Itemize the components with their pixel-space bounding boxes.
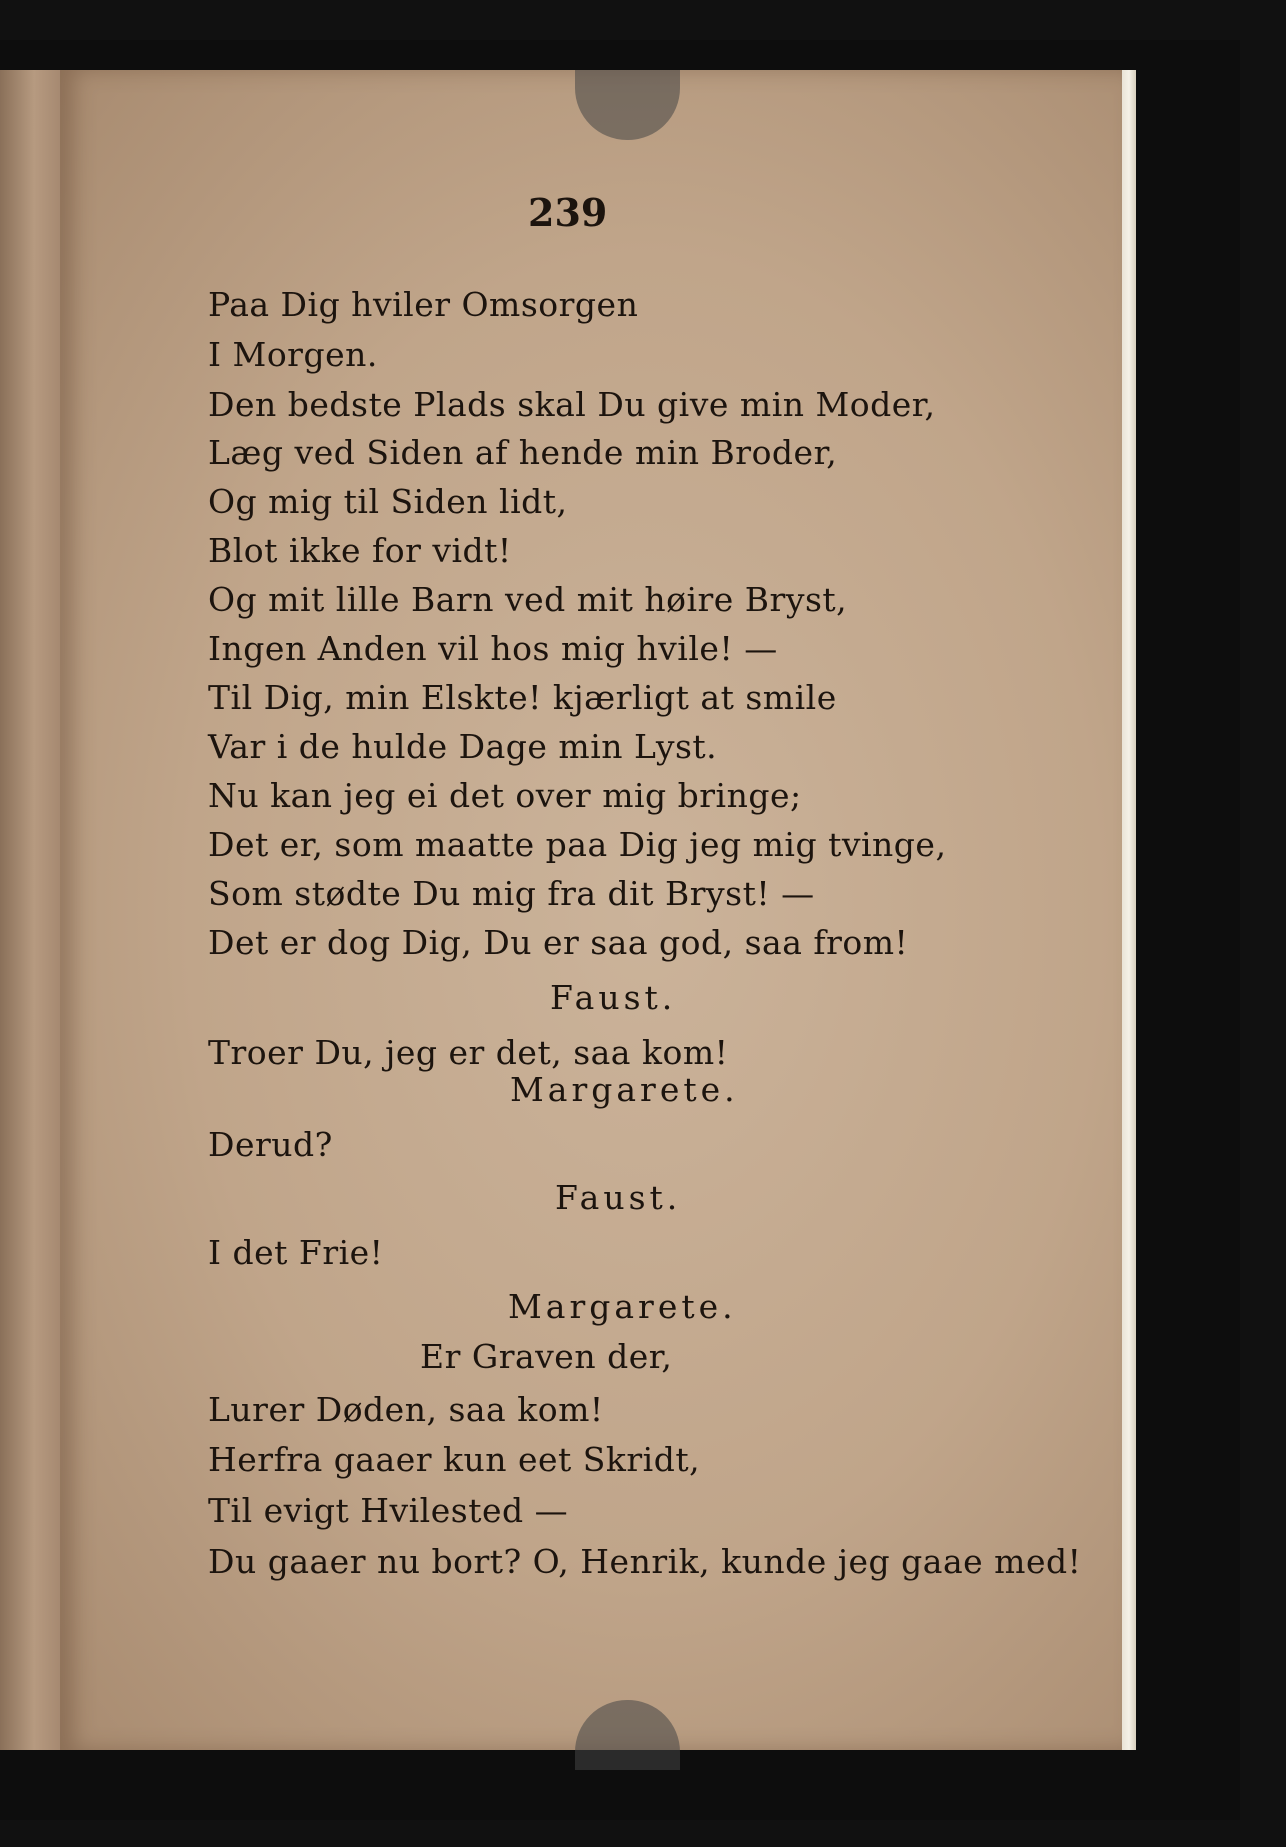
- text-line: Læg ved Siden af hende min Broder,: [208, 433, 838, 472]
- text-line: Som stødte Du mig fra dit Bryst! —: [208, 874, 815, 913]
- text-line: Lurer Døden, saa kom!: [208, 1390, 604, 1429]
- speaker-margarete: Margarete.: [510, 1070, 739, 1109]
- text-line: Og mig til Siden lidt,: [208, 482, 568, 521]
- text-line: I det Frie!: [208, 1233, 384, 1272]
- text-line: Til evigt Hvilested —: [208, 1491, 569, 1530]
- text-line: Det er dog Dig, Du er saa god, saa from!: [208, 923, 909, 962]
- text-line: Var i de hulde Dage min Lyst.: [208, 727, 718, 766]
- text-line: Nu kan jeg ei det over mig bringe;: [208, 776, 802, 815]
- text-line: Den bedste Plads skal Du give min Moder,: [208, 385, 936, 424]
- text-line: Troer Du, jeg er det, saa kom!: [208, 1033, 729, 1072]
- speaker-margarete: Margarete.: [508, 1287, 737, 1326]
- page-edge: [1122, 70, 1136, 1750]
- text-line: Det er, som maatte paa Dig jeg mig tvinge,: [208, 825, 947, 864]
- speaker-faust: Faust.: [550, 978, 677, 1017]
- speaker-faust: Faust.: [555, 1178, 682, 1217]
- text-line: Herfra gaaer kun eet Skridt,: [208, 1440, 701, 1479]
- left-page-edge: [0, 70, 62, 1750]
- text-line: I Morgen.: [208, 335, 378, 374]
- text-line: Til Dig, min Elskte! kjærligt at smile: [208, 678, 837, 717]
- text-line: Ingen Anden vil hos mig hvile! —: [208, 629, 778, 668]
- text-line: Du gaaer nu bort? O, Henrik, kunde jeg gaae med!: [208, 1542, 1082, 1581]
- text-line: Derud?: [208, 1125, 333, 1164]
- text-line: Blot ikke for vidt!: [208, 531, 512, 570]
- page-number: 239: [528, 190, 608, 235]
- text-line: Er Graven der,: [420, 1337, 673, 1376]
- text-line: Paa Dig hviler Omsorgen: [208, 285, 639, 324]
- text-line: Og mit lille Barn ved mit høire Bryst,: [208, 580, 848, 619]
